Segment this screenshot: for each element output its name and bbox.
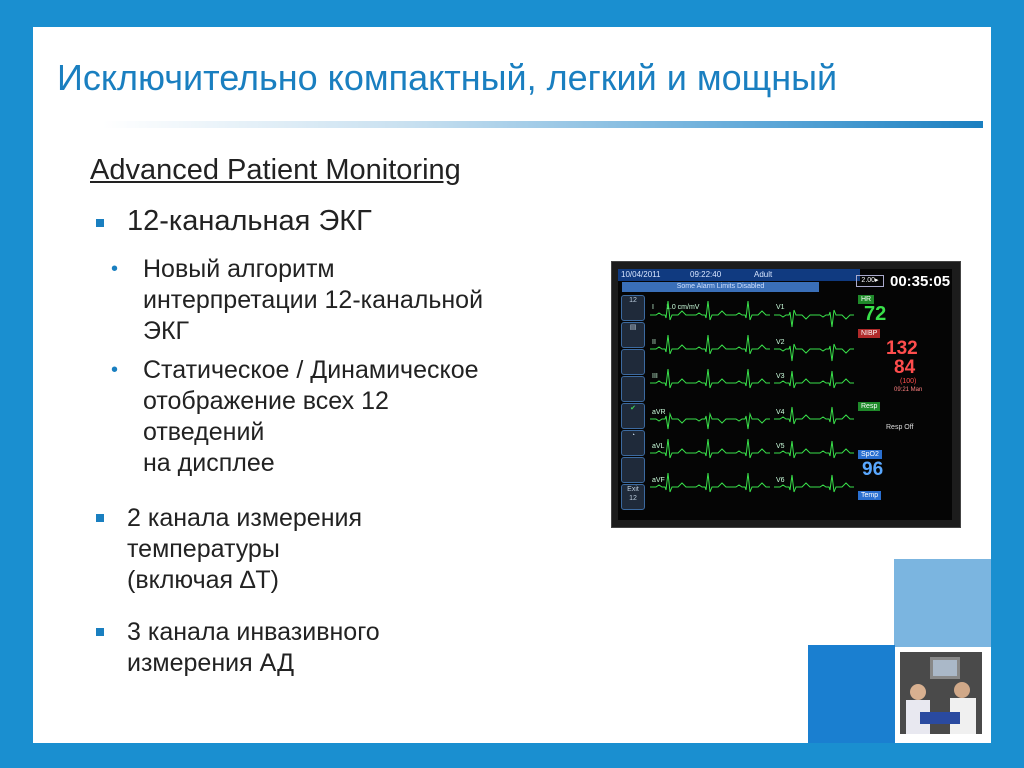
monitor-patient-mode: Adult	[754, 270, 773, 279]
ecg-lead-label: V3	[776, 373, 785, 380]
subbullet-display-line: отведений	[143, 418, 265, 446]
ecg-trace	[774, 407, 854, 424]
ecg-scale-label: 1.0 cm/mV	[666, 304, 700, 311]
ecg-lead-label: aVR	[652, 409, 666, 416]
ecg-trace	[650, 414, 770, 429]
title-divider	[103, 121, 983, 128]
subbullet-display-line: Статическое / Динамическое	[143, 356, 479, 384]
paramedics-photo-graphic	[900, 652, 982, 734]
decorative-square-dark	[808, 645, 895, 743]
slide-title: Исключительно компактный, легкий и мощный	[57, 57, 838, 98]
bullet-temperature-line: температуры	[127, 535, 280, 563]
exit-12-button: Exit 12	[621, 484, 645, 510]
ecg-lead-label: V4	[776, 409, 785, 416]
spo2-value: 96	[862, 459, 884, 480]
ecg-trace	[774, 475, 854, 492]
vitals-panel	[856, 269, 952, 520]
bullet-ecg-text: 12-канальная ЭКГ	[127, 205, 372, 237]
section-heading: Advanced Patient Monitoring	[90, 154, 461, 186]
square-bullet-icon	[96, 628, 104, 636]
report-icon: ▤	[621, 322, 645, 348]
clock-icon: ◔	[621, 430, 645, 456]
subbullet-algorithm-line: Новый алгоритм	[143, 255, 335, 283]
bullet-temperature-line: (включая ∆T)	[127, 566, 279, 594]
ecg-trace	[774, 344, 854, 361]
subbullet-algorithm-line: ЭКГ	[143, 317, 190, 345]
nibp-label: NIBP	[858, 329, 880, 338]
ecg-trace	[774, 441, 854, 458]
hr-box	[856, 295, 948, 325]
twelve-lead-button: 12	[621, 295, 645, 321]
spo2-label: SpO2	[858, 450, 882, 459]
nibp-time: 09:21 Man	[894, 387, 923, 393]
hr-label: HR	[858, 295, 874, 304]
bullet-blood-pressure-line: 3 канала инвазивного	[127, 618, 380, 646]
ecg-trace	[650, 369, 770, 388]
battery-indicator: 2.00▸	[856, 275, 884, 287]
square-bullet-icon	[96, 514, 104, 522]
ecg-trace	[650, 335, 770, 354]
monitor-date: 10/04/2011	[621, 270, 661, 279]
ecg-trace	[650, 301, 770, 320]
ecg-trace	[774, 310, 854, 327]
patient-monitor-image	[611, 261, 961, 528]
decorative-square-light	[894, 559, 991, 647]
ecg-lead-label: I	[652, 304, 654, 311]
nibp-systolic: 132	[886, 338, 918, 359]
ecg-trace	[650, 473, 770, 492]
hr-value: 72	[864, 303, 887, 325]
monitor-time: 09:22:40	[690, 270, 722, 279]
ecg-lead-label: aVL	[652, 443, 665, 450]
temp-label: Temp	[858, 491, 881, 500]
monitor-alarm-banner: Some Alarm Limits Disabled	[622, 282, 819, 292]
ecg-lead-label: V6	[776, 477, 785, 484]
ecg-lead-label: aVF	[652, 477, 665, 484]
ecg-trace	[774, 371, 854, 388]
ecg-trace	[650, 439, 770, 458]
dot-bullet-icon: •	[111, 359, 119, 381]
slide	[33, 27, 991, 743]
square-bullet-icon	[96, 219, 104, 227]
subbullet-algorithm-line: интерпретации 12-канальной	[143, 286, 484, 314]
resp-label: Resp	[858, 402, 880, 411]
subbullet-display-line: на дисплее	[143, 449, 275, 477]
ecg-lead-label: V5	[776, 443, 785, 450]
monitor-screen	[618, 269, 952, 520]
nibp-map: (100)	[900, 378, 917, 385]
nibp-box	[856, 329, 948, 399]
elapsed-clock: 00:35:05	[890, 273, 951, 290]
spo2-box	[856, 450, 948, 488]
bullet-blood-pressure-line: измерения АД	[127, 649, 295, 677]
temp-box	[856, 491, 948, 505]
check-icon: ✔	[621, 403, 645, 429]
ecg-lead-label: V2	[776, 339, 785, 346]
resp-box	[856, 402, 948, 446]
resp-status: Resp Off	[886, 424, 914, 431]
paramedics-photo	[900, 652, 982, 734]
ecg-lead-label: II	[652, 339, 656, 346]
ecg-waveforms	[618, 269, 858, 520]
ecg-lead-label: III	[652, 373, 658, 380]
nibp-diastolic: 84	[894, 357, 916, 378]
ecg-lead-label: V1	[776, 304, 785, 311]
bullet-temperature-line: 2 канала измерения	[127, 504, 363, 532]
dot-bullet-icon: •	[111, 258, 119, 280]
subbullet-display-line: отображение всех 12	[143, 387, 389, 415]
